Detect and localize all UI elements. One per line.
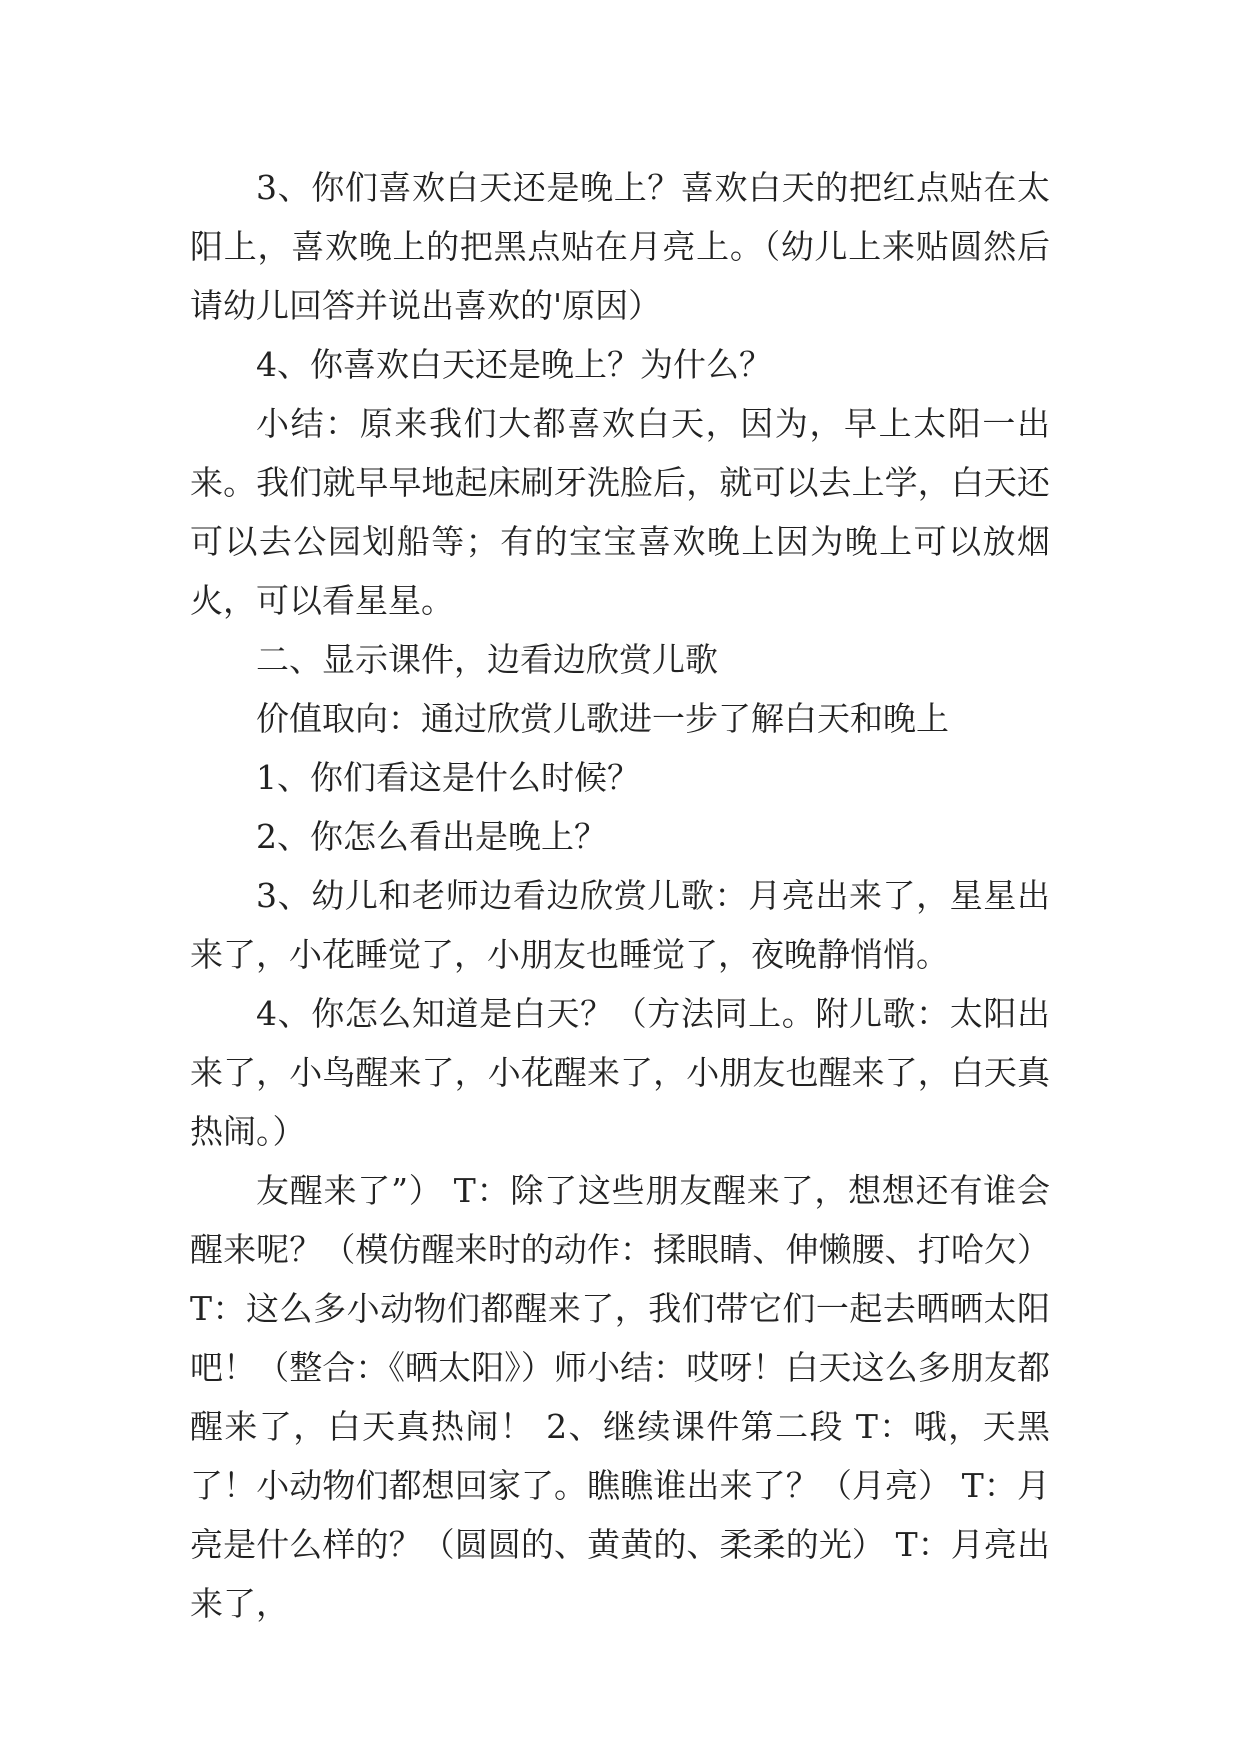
paragraph-night-rhyme: 3、幼儿和老师边看边欣赏儿歌：月亮出来了，星星出来了，小花睡觉了，小朋友也睡觉了，夜晚静悄悄。 (190, 876, 1050, 974)
paragraph-day-rhyme: 4、你怎么知道是白天？（方法同上。附儿歌：太阳出来了，小鸟醒来了，小花醒来了，小朋友也醒来了，白天真热闹。） (190, 994, 1050, 1151)
paragraph-value-orientation: 价值取向：通过欣赏儿歌进一步了解白天和晚上 (256, 699, 949, 738)
paragraph-q1-time: 1、你们看这是什么时候？ (256, 758, 640, 797)
paragraph-summary: 小结：原来我们大都喜欢白天，因为，早上太阳一出来。我们就早早地起床刷牙洗脸后，就可以去上学，白天还可以去公园划船等；有的宝宝喜欢晚上因为晚上可以放烟火，可以看星星。 (190, 404, 1050, 620)
paragraph-q2-night: 2、你怎么看出是晚上？ (256, 817, 607, 856)
paragraph-q3-preference: 3、你们喜欢白天还是晚上？喜欢白天的把红点贴在太阳上，喜欢晚上的把黑点贴在月亮上。（幼儿上来贴圆然后请幼儿回答并说出喜欢的'原因） (190, 168, 1050, 325)
document-body (190, 158, 1050, 1633)
section-heading-courseware: 二、显示课件，边看边欣赏儿歌 (256, 640, 718, 679)
paragraph-q4-preference: 4、你喜欢白天还是晚上？为什么？ (256, 345, 772, 384)
paragraph-dialogue: 友醒来了”） T：除了这些朋友醒来了，想想还有谁会醒来呢？（模仿醒来时的动作：揉眼睛、伸懒腰、打哈欠） T：这么多小动物们都醒来了，我们带它们一起去晒晒太阳吧！（整合：《晒太阳》）师小结：哎呀！白天这么多朋友都醒来了，白天真热闹！ 2、继续课件第二段 T：哦，天黑了！小动物们都想回家了。瞧瞧谁出来了？（月亮） T：月亮是什么样的？（圆圆的、黄黄的、柔柔的光） T：月亮出来了， (190, 1171, 1050, 1623)
